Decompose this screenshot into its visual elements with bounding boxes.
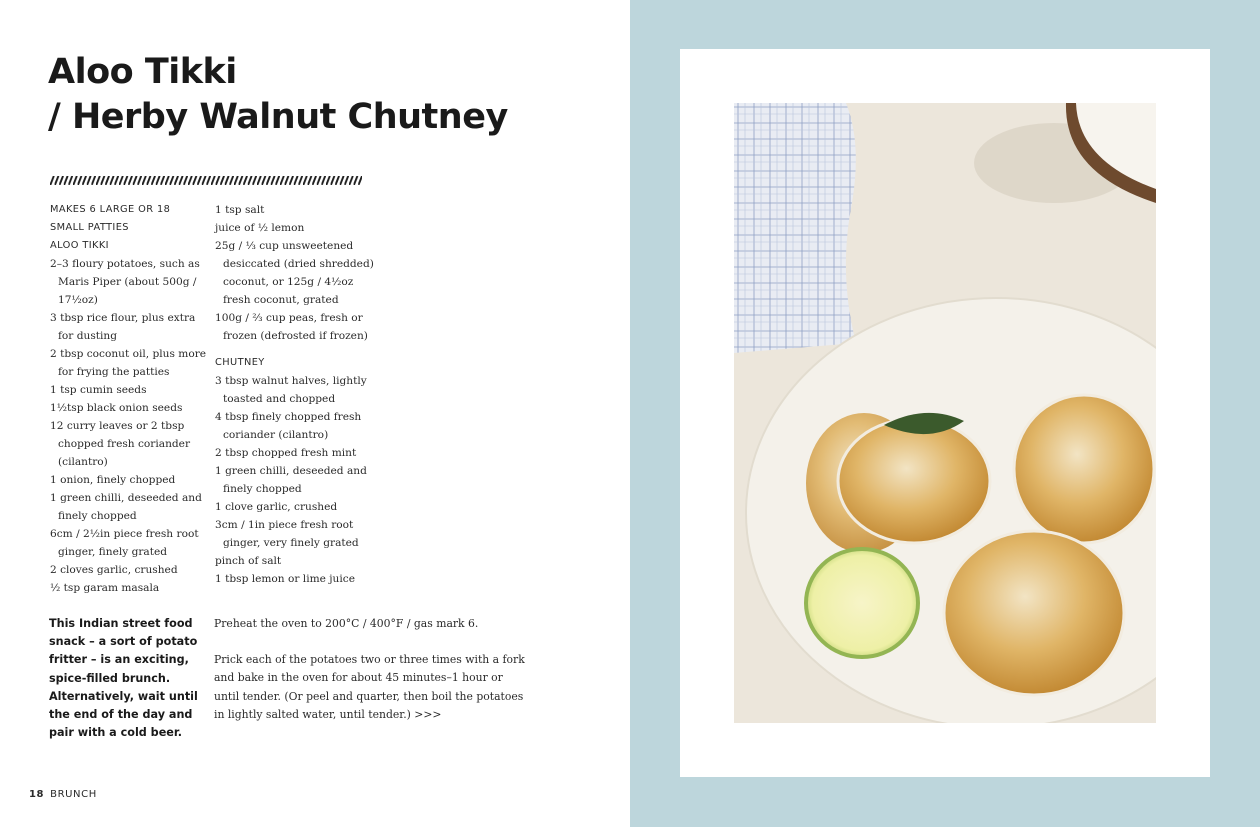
method-line: Preheat the oven to 200°C / 400°F / gas mark 6.: [214, 617, 479, 630]
ingredient-line: 3 tbsp rice flour, plus extra: [50, 312, 196, 324]
spacer: [214, 633, 524, 651]
ingredient-line: 4 tbsp finely chopped fresh: [215, 411, 362, 423]
patty: [944, 531, 1124, 695]
ingredient-line: 6cm / 2½in piece fresh root: [50, 528, 199, 540]
ingredient-line: pinch of salt: [215, 555, 282, 567]
recipe-title-line: / Herby Walnut Chutney: [48, 97, 508, 137]
ingredient-line: 2 tbsp coconut oil, plus more: [50, 348, 207, 360]
ingredient-line: chopped fresh coriander: [58, 438, 191, 450]
ingredient-line: frozen (defrosted if frozen): [223, 330, 368, 342]
ingredient-line: for dusting: [58, 330, 118, 342]
ingredient-line: 1 tsp salt: [215, 204, 265, 216]
ingredient-line: Maris Piper (about 500g /: [58, 276, 197, 288]
ingredient-line: 1 green chilli, deseeded and: [215, 465, 367, 477]
method-line: and bake in the oven for about 45 minutes–1 hour or: [214, 671, 503, 685]
recipe-title: [48, 50, 508, 140]
ingredient-line: coriander (cilantro): [223, 429, 329, 441]
ingredient-line: finely chopped: [58, 510, 137, 522]
ingredient-line: 1 tbsp lemon or lime juice: [215, 573, 355, 585]
page-folio: [29, 789, 97, 800]
ingredient-line: for frying the patties: [58, 366, 170, 378]
ingredient-line: 2 cloves garlic, crushed: [50, 564, 178, 576]
ingredients-column-1: [50, 201, 207, 597]
ingredient-line: 2–3 floury potatoes, such as: [50, 258, 200, 270]
ingredient-line: 1 onion, finely chopped: [50, 474, 176, 486]
intro-line: Alternatively, wait until: [49, 689, 198, 703]
ingredient-line: 25g / ⅓ cup unsweetened: [215, 240, 354, 252]
ingredient-line: 3cm / 1in piece fresh root: [215, 519, 354, 531]
ingredient-line: coconut, or 125g / 4½oz: [223, 276, 354, 288]
method-line: Prick each of the potatoes two or three times with a fork: [214, 653, 525, 667]
ingredient-line: 12 curry leaves or 2 tbsp: [50, 420, 185, 432]
method-line: in lightly salted water, until tender.) >>>: [214, 707, 442, 721]
patty: [1014, 395, 1154, 543]
intro-line: pair with a cold beer.: [49, 726, 183, 740]
zigzag-divider: [50, 176, 362, 185]
photo-frame: [680, 49, 1210, 777]
ingredient-line: finely chopped: [223, 483, 302, 495]
ingredient-line: (cilantro): [58, 456, 108, 468]
method-line: until tender. (Or peel and quarter, then boil the potatoes: [214, 689, 524, 703]
ingredient-line: 1 green chilli, deseeded and: [50, 492, 202, 504]
method-text: [214, 615, 524, 724]
recipe-title-line: Aloo Tikki: [48, 52, 237, 92]
ingredient-line: fresh coconut, grated: [223, 294, 339, 306]
intro-line: the end of the day and: [49, 708, 193, 722]
ingredient-heading: CHUTNEY: [215, 357, 265, 368]
ingredient-line: 1 clove garlic, crushed: [215, 501, 338, 513]
food-photo: [734, 103, 1156, 723]
patty: [838, 419, 990, 543]
ingredient-heading: SMALL PATTIES: [50, 222, 129, 233]
ingredient-heading: ALOO TIKKI: [50, 240, 109, 251]
ingredient-line: 3 tbsp walnut halves, lightly: [215, 375, 367, 387]
ingredient-line: 2 tbsp chopped fresh mint: [215, 447, 357, 459]
ingredient-line: ginger, very finely grated: [223, 537, 359, 549]
ingredient-line: 1½tsp black onion seeds: [50, 402, 183, 414]
ingredient-line: 17½oz): [58, 294, 98, 306]
napkin: [734, 103, 856, 353]
ingredient-heading: MAKES 6 LARGE OR 18: [50, 204, 171, 215]
ingredient-line: juice of ½ lemon: [215, 222, 305, 234]
recipe-intro: [49, 615, 199, 742]
spacer: [215, 345, 405, 354]
ingredient-line: ginger, finely grated: [58, 546, 168, 558]
intro-line: fritter – is an exciting,: [49, 653, 189, 667]
ingredient-line: ½ tsp garam masala: [50, 582, 160, 594]
ingredient-line: toasted and chopped: [223, 393, 336, 405]
ingredients-column-2: [215, 201, 405, 588]
ingredient-line: desiccated (dried shredded): [223, 258, 374, 270]
right-page: [630, 0, 1260, 827]
section-name: BRUNCH: [50, 789, 97, 800]
intro-line: This Indian street food: [49, 617, 193, 630]
page-number: 18: [29, 789, 45, 800]
intro-line: snack – a sort of potato: [49, 635, 198, 649]
ingredient-line: 100g / ⅔ cup peas, fresh or: [215, 312, 363, 324]
ingredient-line: 1 tsp cumin seeds: [50, 384, 147, 396]
intro-line: spice-filled brunch.: [49, 671, 171, 685]
lime-half: [806, 549, 918, 657]
